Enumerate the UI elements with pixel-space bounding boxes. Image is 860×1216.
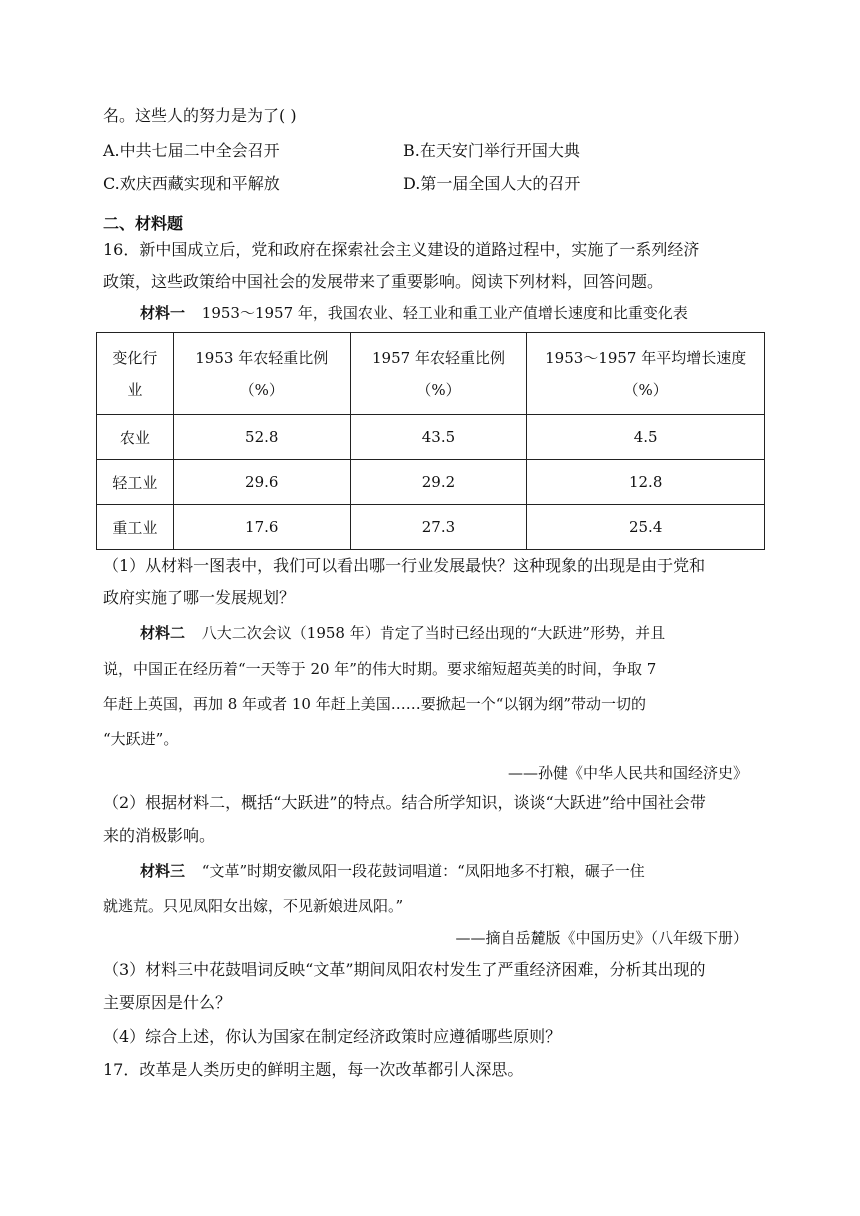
material1-title: 1953～1957 年，我国农业、轻工业和重工业产值增长速度和比重变化表	[201, 304, 688, 322]
table-row	[97, 460, 765, 505]
table-cell: 12.8	[527, 460, 765, 505]
q16-sub3-line1: （3）材料三中花鼓唱词反映“文革”期间凤阳农村发生了严重经济困难，分析其出现的	[103, 960, 706, 979]
material2-source: ——孙健《中华人民共和国经济史》	[507, 764, 748, 782]
table-cell: 29.6	[173, 460, 350, 505]
table-cell: 29.2	[350, 460, 527, 505]
section-title: 二、材料题	[103, 214, 184, 233]
material2-line2: 说，中国正在经历着“一天等于 20 年”的伟大时期。要求缩短超英美的时间，争取 7	[103, 660, 657, 678]
table-cell: 27.3	[350, 505, 527, 550]
table-cell: 4.5	[527, 415, 765, 460]
q16-sub1-line2: 政府实施了哪一发展规划？	[103, 588, 296, 607]
q16-sub4: （4）综合上述，你认为国家在制定经济政策时应遵循哪些原则？	[103, 1027, 562, 1046]
table-header-row	[97, 333, 765, 415]
table-cell: 25.4	[527, 505, 765, 550]
q16-sub1-line1: （1）从材料一图表中，我们可以看出哪一行业发展最快？这种现象的出现是由于党和	[103, 556, 706, 575]
q16-sub3-line2: 主要原因是什么？	[103, 993, 232, 1012]
material3-source: ——摘自岳麓版《中国历史》（八年级下册）	[455, 929, 748, 947]
q16-intro-line1: 16．新中国成立后，党和政府在探索社会主义建设的道路过程中，实施了一系列经济	[103, 240, 700, 259]
material3-label: 材料三	[140, 862, 186, 880]
table-header-cell: 1953 年农轻重比例 （%）	[173, 333, 350, 415]
material2-line1: 材料二 八大二次会议（1958 年）肯定了当时已经出现的“大跃进”形势，并且	[140, 624, 666, 642]
table-cell: 43.5	[350, 415, 527, 460]
q15-option-d[interactable]: D.第一届全国人大的召开	[403, 174, 581, 193]
table-header-cell: 1957 年农轻重比例 （%）	[350, 333, 527, 415]
table-row	[97, 415, 765, 460]
q15-stem-tail: 名。这些人的努力是为了( )	[103, 106, 297, 125]
q15-option-a[interactable]: A.中共七届二中全会召开	[103, 141, 280, 160]
industry-table	[96, 332, 765, 550]
table-header-cell: 1953～1957 年平均增长速度 （%）	[527, 333, 765, 415]
material2-line4: “大跃进”。	[103, 730, 179, 748]
table-row	[97, 505, 765, 550]
q16-intro-line2: 政策，这些政策给中国社会的发展带来了重要影响。阅读下列材料，回答问题。	[103, 272, 664, 291]
table-cell: 52.8	[173, 415, 350, 460]
q17-intro: 17．改革是人类历史的鲜明主题，每一次改革都引人深思。	[103, 1060, 524, 1079]
q15-option-b[interactable]: B.在天安门举行开国大典	[403, 141, 580, 160]
q15-option-c[interactable]: C.欢庆西藏实现和平解放	[103, 174, 280, 193]
table-cell: 17.6	[173, 505, 350, 550]
material1-label: 材料一	[140, 304, 186, 322]
table-cell: 轻工业	[97, 460, 174, 505]
material3-line2: 就逃荒。只见凤阳女出嫁，不见新娘进凤阳。”	[103, 897, 404, 915]
table-cell: 农业	[97, 415, 174, 460]
material1-heading	[140, 303, 688, 323]
table-header-cell: 变化行 业	[97, 333, 174, 415]
table-cell: 重工业	[97, 505, 174, 550]
material2-label: 材料二	[140, 624, 186, 642]
material3-line1: 材料三 “文革”时期安徽凤阳一段花鼓词唱道：“凤阳地多不打粮，碾子一住	[140, 862, 645, 880]
material2-line3: 年赶上英国，再加 8 年或者 10 年赶上美国……要掀起一个“以钢为纲”带动一切的	[103, 695, 647, 713]
q16-sub2-line2: 来的消极影响。	[103, 826, 216, 845]
q16-sub2-line1: （2）根据材料二，概括“大跃进”的特点。结合所学知识，谈谈“大跃进”给中国社会带	[103, 793, 706, 812]
